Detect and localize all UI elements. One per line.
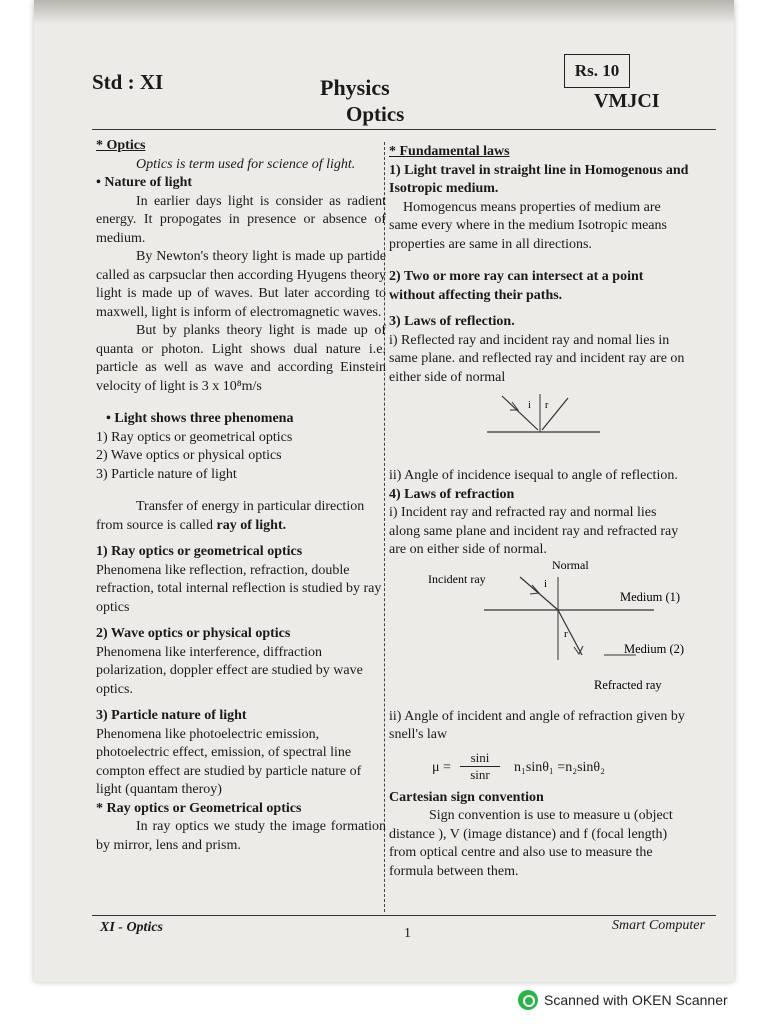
section-3-heading: 3) Particle nature of light: [96, 708, 247, 723]
snell-numerator: sini: [460, 750, 500, 767]
standard-label: Std : XI: [92, 70, 164, 94]
snell-fraction: [460, 750, 500, 783]
refraction-angle-i: i: [544, 578, 548, 590]
law-3-heading: 3) Laws of reflection.: [389, 314, 515, 329]
topic-title: Optics: [346, 102, 405, 126]
paper-edge-shadow: [34, 0, 734, 24]
ray-definition-text: Transfer of energy in particular direction from source is called: [96, 499, 365, 533]
reflection-angle-i: i: [528, 400, 531, 411]
header-rule: [92, 129, 716, 130]
law-1-heading: 1) Light travel in straight line in Homogenous and Isotropic medium.: [389, 162, 689, 196]
law-3-point-i: i) Reflected ray and incident ray and nomal lies in same plane. and reflected ray and incident ray are on either side of normal: [389, 332, 685, 385]
law-1-text: Homogencus means properties of medium are same every where in the medium Isotropic means properties are same in all directions.: [389, 199, 667, 252]
cartesian-text: Sign convention is use to measure u (object distance ), V (image distance) and f (focal length) from optical centre and also use to measure the formula between them.: [389, 808, 673, 879]
subject-title: Physics: [320, 75, 390, 100]
nature-paragraph-3: But by planks theory light is made up of quanta or photon. Light shows dual nature i.e. particle as well as wave and according Einstein velocity of light is 3 x 10⁸m/s: [96, 323, 386, 394]
ray-definition-bold: ray of light.: [216, 517, 287, 533]
fundamental-laws-heading: * Fundamental laws: [389, 144, 510, 159]
paper-sheet: [34, 0, 734, 982]
ray-definition: [96, 498, 386, 535]
phenomena-item: 1) Ray optics or geometrical optics: [96, 429, 293, 445]
page-number: 1: [404, 926, 411, 941]
law-4-point-ii: ii) Angle of incident and angle of refraction given by snell's law: [389, 708, 685, 742]
oken-logo-icon: [518, 990, 538, 1010]
geometrical-heading: * Ray optics or Geometrical optics: [96, 800, 302, 816]
reflection-angle-r: r: [545, 400, 549, 411]
footer-left: XI - Optics: [100, 920, 163, 935]
law-3-point-ii: ii) Angle of incidence isequal to angle of reflection.: [389, 468, 678, 483]
section-2-text: Phenomena like interference, diffraction polarization, doppler effect are studied by wave optics.: [96, 644, 363, 697]
medium-1-label: Medium (1): [620, 590, 681, 604]
incident-ray-label: Incident ray: [428, 572, 486, 586]
price-box: Rs. 10: [564, 54, 630, 88]
section-1-heading: 1) Ray optics or geometrical optics: [96, 544, 303, 559]
geometrical-text: In ray optics we study the image formation by mirror, lens and prism.: [96, 819, 386, 853]
snell-denominator: sinr: [470, 767, 490, 782]
refracted-ray-label: Refracted ray: [594, 678, 662, 692]
phenomena-item: 3) Particle nature of light: [96, 466, 237, 482]
reflection-diagram: [482, 388, 602, 438]
footer-right: Smart Computer: [612, 918, 705, 933]
law-2-heading: 2) Two or more ray can intersect at a point without affecting their paths.: [389, 269, 644, 303]
cartesian-heading: Cartesian sign convention: [389, 789, 544, 805]
nature-paragraph-1: In earlier days light is consider as radient energy. It propogates in presence or absence of medium.: [96, 193, 386, 246]
law-4-heading: 4) Laws of refraction: [389, 486, 515, 502]
institute-name: VMJCI: [594, 90, 660, 112]
nature-paragraph-2: By Newton's theory light is made up partide called as carpsuclar then according Hyugens theory light is made up of waves. But later according to maxwell, light is inform of electromagnetic waves.: [96, 249, 386, 320]
scanner-watermark: [518, 990, 728, 1010]
section-3-text: Phenomena like photoelectric emission, photoelectric effect, emission, of spectral line compton effect are studied by particle nature of light (quantam theroy): [96, 726, 362, 797]
refraction-diagram: [424, 555, 724, 695]
footer-rule: [92, 915, 716, 916]
optics-definition: Optics is term used for science of light.: [136, 156, 356, 172]
refraction-angle-r: r: [564, 628, 568, 640]
snell-mu: μ =: [432, 760, 451, 775]
medium-2-label: Medium (2): [624, 642, 685, 656]
snell-equation: n₁sinθ₁ =n₂sinθ₂: [514, 760, 606, 775]
optics-heading: * Optics: [96, 138, 146, 153]
phenomena-heading: • Light shows three phenomena: [106, 411, 294, 426]
left-column: [96, 137, 386, 855]
section-1-text: Phenomena like reflection, refraction, double refraction, total internal reflection is studied by ray optics: [96, 562, 382, 615]
law-4-point-i: i) Incident ray and refracted ray and normal lies along same plane and incident ray and refracted ray are on either side of normal.: [389, 505, 679, 557]
section-2-heading: 2) Wave optics or physical optics: [96, 626, 291, 641]
nature-heading: • Nature of light: [96, 175, 193, 190]
scanner-text: Scanned with OKEN Scanner: [544, 992, 728, 1008]
phenomena-item: 2) Wave optics or physical optics: [96, 448, 282, 463]
normal-label: Normal: [552, 558, 589, 572]
